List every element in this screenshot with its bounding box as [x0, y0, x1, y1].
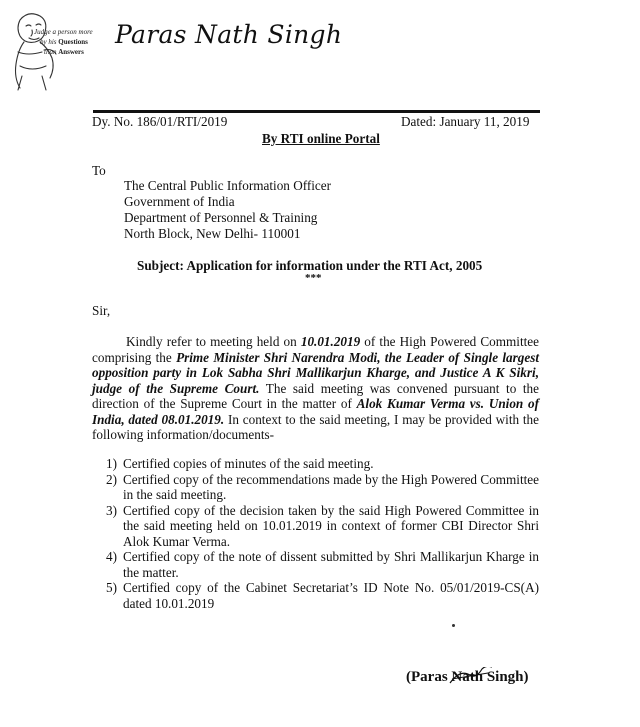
- body-run: In context to the said meeting, I may be provided with the following information/documents-: [92, 411, 539, 442]
- body-run: Kindly refer to meeting held on: [126, 334, 301, 349]
- request-text: Certified copy of the decision taken by the said High Powered Committee in the said meeting held on 10.01.2019 in context of former CBI Director Shri Alok Kumar Verma.: [123, 502, 539, 549]
- motto-line-2: by his Questions: [40, 38, 88, 46]
- signature-scribble-icon: [448, 667, 494, 687]
- request-text: Certified copy of the Cabinet Secretariat’s ID Note No. 05/01/2019-CS(A) dated 10.01.2019: [123, 580, 539, 611]
- body-run: of the High Powered Committee comprising the: [92, 334, 539, 365]
- request-item: [92, 472, 539, 503]
- salutation: Sir,: [92, 303, 111, 318]
- caricature-logo: [10, 6, 110, 96]
- motto-line-1: Judge a person more: [34, 28, 93, 36]
- request-text: Certified copy of the recommendations made by the High Powered Committee in the said meeting.: [123, 471, 539, 502]
- request-item: [92, 549, 539, 580]
- request-text: Certified copies of minutes of the said meeting.: [123, 456, 374, 471]
- motto-line-3: than Answers: [44, 48, 84, 56]
- request-number: 2): [106, 471, 117, 487]
- letterhead-name: Paras Nath Singh: [115, 20, 343, 49]
- request-number: 5): [106, 580, 117, 595]
- signature-block: (Paras Nath Singh): [406, 669, 529, 685]
- body-paragraph: [92, 334, 539, 443]
- submission-mode: By RTI online Portal: [262, 131, 380, 146]
- reference-number: Dy. No. 186/01/RTI/2019: [92, 114, 228, 129]
- request-number: 3): [106, 502, 117, 518]
- address-line: The Central Public Information Officer: [124, 178, 332, 193]
- request-text: Certified copy of the note of dissent submitted by Shri Mallikarjun Kharge in the matter.: [123, 549, 539, 580]
- stray-dot: [452, 624, 455, 627]
- request-list: [92, 456, 539, 611]
- body-run: The said meeting was convened pursuant to the direction of the Supreme Court in the matter of: [92, 380, 539, 411]
- body-text: [92, 334, 539, 443]
- emphasis-text: Prime Minister Shri Narendra Modi, the Leader of Single largest opposition party in Lok Sabha Shri Mallikarjun Kharge, and Justice A K Sikri, judge of the Supreme Court.: [92, 349, 539, 396]
- address-line: Government of India: [124, 194, 235, 209]
- separator-stars: ***: [305, 272, 322, 284]
- request-item: [92, 503, 539, 550]
- address-line: Department of Personnel & Training: [124, 210, 318, 225]
- emphasis-text: 10.01.2019: [300, 334, 361, 349]
- request-item: [92, 456, 539, 472]
- header-rule: [93, 110, 540, 113]
- to-label: To: [92, 163, 106, 178]
- emphasis-text: Alok Kumar Verma vs. Union of India, dated 08.01.2019.: [92, 396, 539, 427]
- request-number: 1): [106, 456, 117, 471]
- subject-line: Subject: Application for information under the RTI Act, 2005: [137, 258, 483, 273]
- request-item: [92, 580, 539, 611]
- address-line: North Block, New Delhi- 110001: [124, 226, 301, 241]
- letter-date: Dated: January 11, 2019: [401, 114, 530, 129]
- request-number: 4): [106, 549, 117, 564]
